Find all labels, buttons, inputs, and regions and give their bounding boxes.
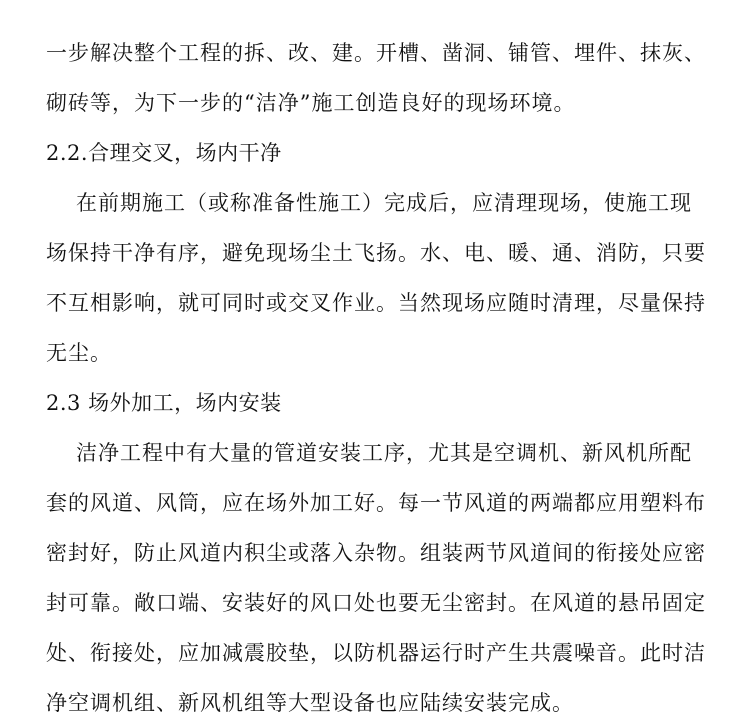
text-line: 无尘。	[46, 341, 112, 365]
section-2-2-paragraph	[46, 178, 712, 378]
section-2-3-paragraph	[46, 428, 712, 728]
text-line: 密封好，防止风道内积尘或落入杂物。组装两节风道间的衔接处应密	[46, 541, 706, 565]
text-line: 封可靠。敞口端、安装好的风口处也要无尘密封。在风道的悬吊固定	[46, 591, 706, 615]
text-line: 洁净工程中有大量的管道安装工序，尤其是空调机、新风机所配	[76, 441, 692, 465]
text-line: 砌砖等，为下一步的“洁净”施工创造良好的现场环境。	[46, 91, 576, 115]
text-line: 场保持干净有序，避免现场尘土飞扬。水、电、暖、通、消防，只要	[46, 241, 706, 265]
intro-paragraph	[46, 28, 712, 128]
section-heading-2-2: 2.2.合理交叉，场内干净	[46, 141, 282, 165]
text-line: 在前期施工（或称准备性施工）完成后，应清理现场，使施工现	[76, 191, 692, 215]
section-heading-2-3: 2.3 场外加工，场内安装	[46, 391, 282, 415]
text-line: 净空调机组、新风机组等大型设备也应陆续安装完成。	[46, 691, 574, 715]
text-line: 不互相影响，就可同时或交叉作业。当然现场应随时清理，尽量保持	[46, 291, 706, 315]
text-line: 一步解决整个工程的拆、改、建。开槽、凿洞、铺管、埋件、抹灰、	[46, 41, 706, 65]
document-page	[46, 28, 712, 728]
text-line: 套的风道、风筒，应在场外加工好。每一节风道的两端都应用塑料布	[46, 491, 706, 515]
text-line: 处、衔接处，应加减震胶垫，以防机器运行时产生共震噪音。此时洁	[46, 641, 706, 665]
